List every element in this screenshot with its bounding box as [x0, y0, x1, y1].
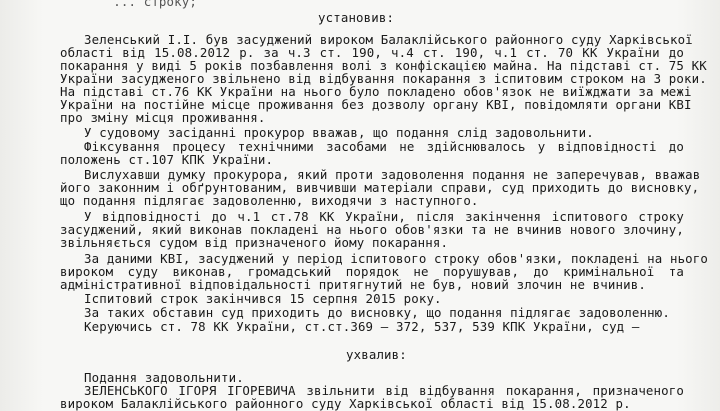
paragraph-line: У судовому засіданні прокурор вважав, що подання слід задовольнити.: [84, 125, 594, 140]
paragraph-line: Іспитовий строк закінчився 15 серпня 2015 року.: [84, 291, 442, 306]
heading-established: установив:: [318, 10, 395, 25]
paragraph-line: За даними КВІ, засуджений у період іспитового строку обов'язки, покладені на нього: [84, 251, 709, 266]
paragraph-line: звільняється судом від призначеного йому покарання.: [60, 235, 449, 250]
paragraph-line: Вислухавши думку прокурора, який проти задоволення подання не заперечував, вважав: [84, 167, 701, 182]
paragraph-line: У відповідності до ч.1 ст.78 КК України, після закінчення іспитового строку: [84, 209, 684, 224]
paragraph-line: На підставі ст.76 КК України на нього було покладено обов'язок не виїжджати за межі: [60, 84, 692, 99]
paragraph-line: України засудженого звільнено від відбування покарання з іспитовим строком на 3 роки.: [60, 71, 707, 86]
paragraph-line: області від 15.08.2012 р. за ч.3 ст. 190, ч.4 ст. 190, ч.1 ст. 70 КК України до: [60, 45, 684, 60]
paragraph-line: За таких обставин суд приходить до висновку, що подання підлягає задоволенню.: [84, 305, 670, 320]
paragraph-line: що подання підлягає задоволенню, виходячи з наступного.: [60, 193, 479, 208]
paragraph-line: його законним і обґрунтованим, вивчивши матеріали справи, суд приходить до висновку,: [60, 180, 700, 195]
paragraph-line: ЗЕЛЕНСЬКОГО ІГОРЯ ІГОРЕВИЧА звільнити від відбування покарання, призначеного: [84, 383, 684, 398]
heading-decided: ухвалив:: [346, 347, 407, 362]
paragraph-line: України на постійне місце проживання без дозволу органу КВІ, повідомляти органи КВІ: [60, 97, 692, 112]
paragraph-line: Зеленський І.І. був засуджений вироком Балаклійського районного суду Харківської: [84, 32, 693, 47]
paragraph-line: покарання у виді 5 років позбавлення волі з конфіскацією майна. На підставі ст. 75 КК: [60, 58, 707, 73]
paragraph-line: Подання задовольнити.: [84, 370, 244, 385]
paragraph-line: вироком суду виконав, громадський порядок не порушував, до кримінальної та: [60, 264, 684, 279]
paragraph-line: про зміну місця проживання.: [60, 110, 266, 125]
paragraph-line: Фіксування процесу технічними засобами не здійснювалось у відповідності до: [84, 139, 684, 154]
paragraph-line: адміністративної відповідальності притягнутий не був, новий злочин не вчинив.: [60, 277, 646, 292]
top-fragment-line: ... строку;: [60, 0, 197, 9]
paragraph-line: засуджений, який виконав покладені на нього обов'язки та не вчинив нового злочину,: [60, 222, 685, 237]
paragraph-line: положень ст.107 КПК України.: [60, 152, 274, 167]
paragraph-line: Керуючись ст. 78 КК України, ст.ст.369 – 372, 537, 539 КПК України, суд –: [84, 319, 640, 334]
paragraph-line: вироком Балаклійського районного суду Харківської області від 15.08.2012 р.: [60, 396, 631, 411]
